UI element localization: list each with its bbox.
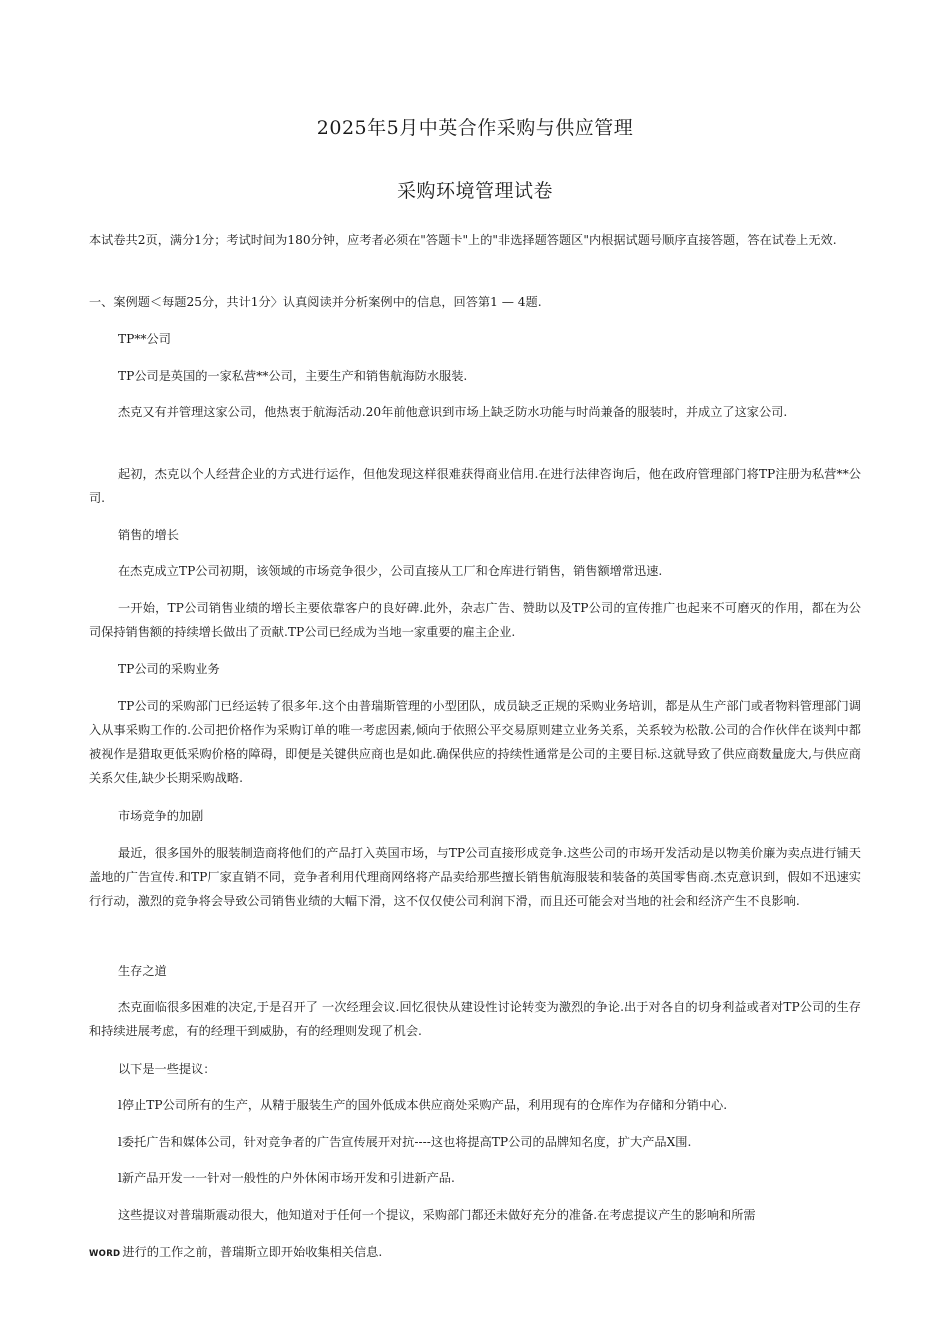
document-title-line2: 采购环境管理试卷 xyxy=(396,180,553,202)
paragraph-meeting: 杰克面临很多困难的决定,于是召开了 一次经理会议.回忆很快从建设性讨论转变为激烈的争论.出于对各自的切身利益或者对TP公司的生存和持续进展考虑，有的经理干到威胁，有的经理则发现了机会. xyxy=(89,1000,861,1038)
exam-instructions: 本试卷共2页，满分1分；考试时间为180分钟，应考者必须在"答题卡"上的"非选择题答题区"内根据试题号顺序直接答题，答在试卷上无效. xyxy=(89,233,837,247)
word-watermark-tag: WORD xyxy=(89,1249,121,1259)
paragraph-procurement: TP公司的采购部门已经运转了很多年.这个由普瑞斯管理的小型团队，成员缺乏正规的采购业务培训，都是从生产部门或者物料管理部门调入从事采购工作的.公司把价格作为采购订单的唯一考虑因素,倾向于依照公平交易原则建立业务关系，关系较为松散.公司的合作伙伴在谈判中都被视作是猎取更低采购价格的障碍，即便是关键供应商也是如此.确保供应的持续性通常是公司的主要目标.这就导致了供应商数量庞大,与供应商关系欠佳,缺少长期采购战略. xyxy=(89,699,861,785)
proposal-item-3: l新产品开发一一针对一般性的户外休闲市场开发和引进新产品. xyxy=(118,1171,455,1185)
paragraph-reputation: 一开始，TP公司销售业绩的增长主要依靠客户的良好碑.此外，杂志广告、赞助以及TP公司的宣传推广也起来不可磨灭的作用，都在为公司保持销售额的持续增长做出了贡献.TP公司已经成为当地一家重要的雇主企业. xyxy=(89,601,861,639)
subheading-company: TP**公司 xyxy=(118,332,171,346)
footer-text: 进行的工作之前，普瑞斯立即开始收集相关信息. xyxy=(122,1245,383,1259)
paragraph-intro: TP公司是英国的一家私营**公司，主要生产和销售航海防水服装. xyxy=(118,369,468,383)
subheading-survival: 生存之道 xyxy=(118,964,167,978)
paragraph-registration: 起初，杰克以个人经营企业的方式进行运作，但他发现这样很难获得商业信用.在进行法律咨询后，他在政府管理部门将TP注册为私营**公司. xyxy=(89,467,861,505)
document-title-line1: 2025年5月中英合作采购与供应管理 xyxy=(316,117,634,139)
paragraph-competition: 最近，很多国外的服装制造商将他们的产品打入英国市场，与TP公司直接形成竞争.这些公司的市场开发活动是以物美价廉为卖点进行铺天盖地的广告宣传.和TP厂家直销不同，竞争者利用代理商网络将产品卖给那些擅长销售航海服装和装备的英国零售商.杰克意识到，假如不迅速实行行动，激烈的竞争将会导致公司销售业绩的大幅下滑，这不仅仅使公司利润下滑，而且还可能会对当地的社会和经济产生不良影响. xyxy=(89,846,861,908)
subheading-procurement: TP公司的采购业务 xyxy=(118,662,220,676)
paragraph-founder: 杰克又有并管理这家公司，他热衷于航海活动.20年前他意识到市场上缺乏防水功能与时尚兼备的服装时，并成立了这家公司. xyxy=(118,405,788,419)
subheading-competition: 市场竞争的加剧 xyxy=(118,809,204,823)
proposal-item-1: l停止TP公司所有的生产，从精于服装生产的国外低成本供应商处采购产品，利用现有的仓库作为存储和分销中心. xyxy=(118,1098,728,1112)
paragraph-conclusion: 这些提议对普瑞斯震动很大，他知道对于任何一个提议，采购部门都还未做好充分的准备.在考虑提议产生的影响和所需 xyxy=(118,1208,756,1222)
footer-line xyxy=(89,1240,861,1266)
paragraph-proposals-intro: 以下是一些提议： xyxy=(118,1062,216,1076)
subheading-sales-growth: 销售的增长 xyxy=(118,528,179,542)
section-heading: 一、案例题＜每题25分，共计1分〉认真阅读并分析案例中的信息，回答第1 — 4题. xyxy=(89,295,542,309)
paragraph-early-sales: 在杰克成立TP公司初期，该领域的市场竞争很少，公司直接从工厂和仓库进行销售，销售额增常迅速. xyxy=(118,564,663,578)
proposal-item-2: l委托广告和媒体公司，针对竞争者的广告宣传展开对抗----这也将提高TP公司的品牌知名度，扩大产品X围. xyxy=(118,1135,692,1149)
